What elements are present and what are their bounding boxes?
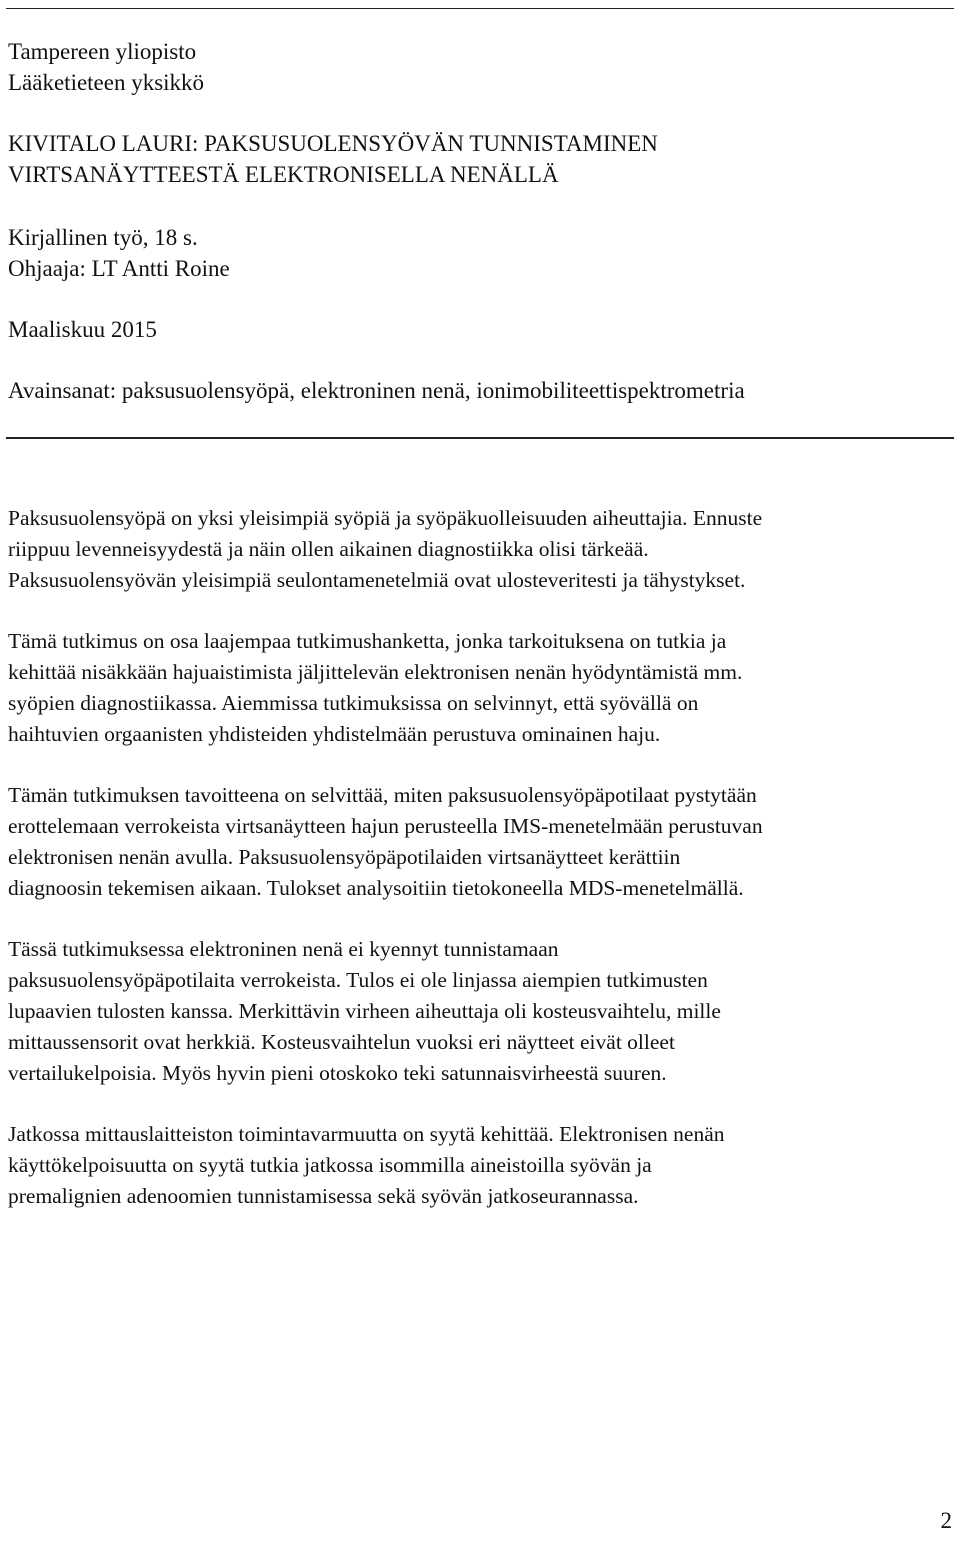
keywords: Avainsanat: paksusuolensyöpä, elektroninen nenä, ionimobiliteettispektrometria	[8, 378, 745, 403]
paragraph-line: riippuu levenneisyydestä ja näin ollen aikainen diagnostiikka olisi tärkeää.	[8, 537, 649, 561]
abstract-paragraph-4	[8, 934, 721, 1089]
paragraph-line: vertailukelpoisia. Myös hyvin pieni otoskoko teki satunnaisvirheestä suuren.	[8, 1061, 667, 1085]
paragraph-line: erottelemaan verrokeista virtsanäytteen hajun perusteella IMS-menetelmään perustuvan	[8, 814, 763, 838]
paragraph-line: Paksusuolensyövän yleisimpiä seulontamenetelmiä ovat ulosteveritesti ja tähystykset.	[8, 568, 746, 592]
abstract-paragraph-2	[8, 626, 742, 750]
section-divider	[6, 437, 954, 439]
paragraph-line: lupaavien tulosten kanssa. Merkittävin virheen aiheuttaja oli kosteusvaihtelu, mille	[8, 999, 721, 1023]
university-name: Tampereen yliopisto	[8, 39, 197, 64]
unit-name: Lääketieteen yksikkö	[8, 70, 205, 95]
page-number: 2	[940, 1508, 952, 1533]
paragraph-line: elektronisen nenän avulla. Paksusuolensyöpäpotilaiden virtsanäytteet kerättiin	[8, 845, 681, 869]
paragraph-line: kehittää nisäkkään hajuaistimista jäljittelevän elektronisen nenän hyödyntämistä mm.	[8, 660, 743, 684]
supervisor: Ohjaaja: LT Antti Roine	[8, 256, 230, 281]
paragraph-line: haihtuvien orgaanisten yhdisteiden yhdistelmään perustuva ominainen haju.	[8, 722, 661, 746]
paragraph-line: Paksusuolensyöpä on yksi yleisimpiä syöpiä ja syöpäkuolleisuuden aiheuttajia. Ennuste	[8, 506, 763, 530]
paragraph-line: Tässä tutkimuksessa elektroninen nenä ei kyennyt tunnistamaan	[8, 937, 559, 961]
paragraph-line: syöpien diagnostiikassa. Aiemmissa tutkimuksissa on selvinnyt, että syövällä on	[8, 691, 699, 715]
thesis-title-line-1: KIVITALO LAURI: PAKSUSUOLENSYÖVÄN TUNNISTAMINEN	[8, 131, 658, 156]
abstract-paragraph-1	[8, 503, 762, 596]
top-rule	[6, 8, 954, 9]
thesis-title	[8, 128, 658, 190]
paragraph-line: mittaussensorit ovat herkkiä. Kosteusvaihtelun vuoksi eri näytteet eivät olleet	[8, 1030, 675, 1054]
paragraph-line: Tämä tutkimus on osa laajempaa tutkimushanketta, jonka tarkoituksena on tutkia ja	[8, 629, 727, 653]
paragraph-line: paksusuolensyöpäpotilaita verrokeista. Tulos ei ole linjassa aiempien tutkimusten	[8, 968, 708, 992]
paragraph-line: diagnoosin tekemisen aikaan. Tulokset analysoitiin tietokoneella MDS-menetelmällä.	[8, 876, 744, 900]
paragraph-line: premalignien adenoomien tunnistamisessa sekä syövän jatkoseurannassa.	[8, 1184, 639, 1208]
abstract-paragraph-5	[8, 1119, 725, 1212]
work-type: Kirjallinen työ, 18 s.	[8, 225, 198, 250]
paragraph-line: Tämän tutkimuksen tavoitteena on selvittää, miten paksusuolensyöpäpotilaat pystytään	[8, 783, 757, 807]
abstract-paragraph-3	[8, 780, 763, 904]
paragraph-line: käyttökelpoisuutta on syytä tutkia jatkossa isommilla aineistoilla syövän ja	[8, 1153, 652, 1177]
paragraph-line: Jatkossa mittauslaitteiston toimintavarmuutta on syytä kehittää. Elektronisen nenän	[8, 1122, 725, 1146]
thesis-title-line-2: VIRTSANÄYTTEESTÄ ELEKTRONISELLA NENÄLLÄ	[8, 162, 559, 187]
date: Maaliskuu 2015	[8, 317, 157, 342]
